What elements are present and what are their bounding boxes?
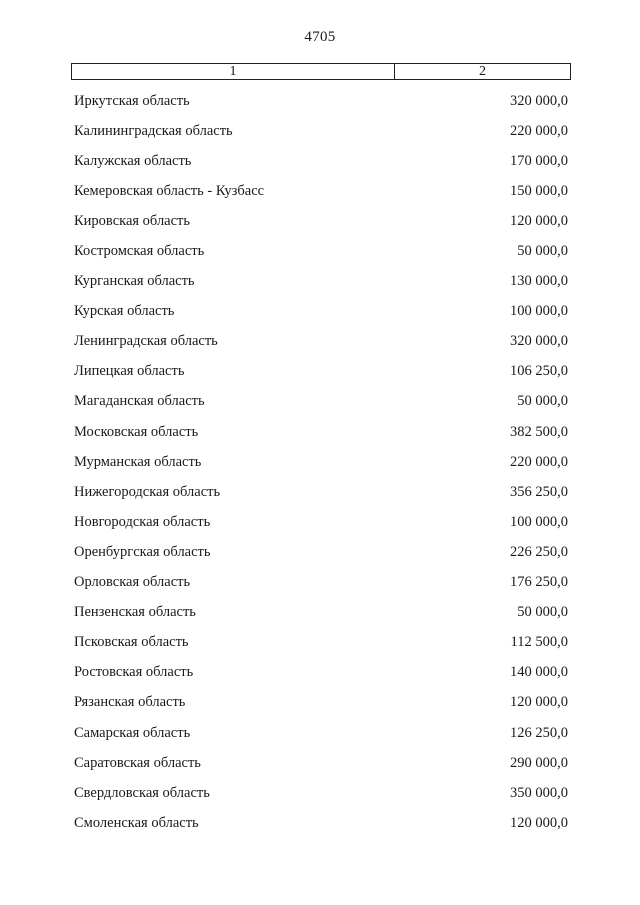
amount-value: 50 000,0 (517, 393, 568, 410)
amount-value: 120 000,0 (510, 212, 568, 229)
region-name: Московская область (74, 423, 199, 440)
page-number: 4705 (304, 29, 336, 45)
region-name: Свердловская область (74, 784, 210, 801)
region-name: Костромская область (74, 243, 205, 260)
amount-value: 126 250,0 (510, 724, 568, 741)
region-name: Ростовская область (74, 664, 194, 681)
table-row (74, 116, 568, 146)
table-row (74, 267, 568, 297)
region-name: Самарская область (74, 724, 191, 741)
region-name: Рязанская область (74, 694, 186, 711)
table-row (74, 206, 568, 236)
amount-value: 140 000,0 (510, 664, 568, 681)
table-row (74, 507, 568, 537)
table-row (74, 146, 568, 176)
amount-value: 112 500,0 (510, 634, 568, 651)
amount-value: 50 000,0 (517, 604, 568, 621)
region-name: Магаданская область (74, 393, 205, 410)
table-header (71, 63, 571, 80)
table-row (74, 327, 568, 357)
region-name: Мурманская область (74, 453, 202, 470)
region-name: Липецкая область (74, 363, 185, 380)
region-name: Калужская область (74, 152, 192, 169)
amount-value: 106 250,0 (510, 363, 568, 380)
table-row (74, 357, 568, 387)
table-row (74, 537, 568, 567)
amount-value: 50 000,0 (517, 243, 568, 260)
amount-value: 100 000,0 (510, 303, 568, 320)
header-column-1: 1 (72, 64, 395, 79)
amount-value: 382 500,0 (510, 423, 568, 440)
region-name: Ленинградская область (74, 333, 218, 350)
region-name: Смоленская область (74, 814, 199, 831)
amount-value: 176 250,0 (510, 574, 568, 591)
amount-value: 356 250,0 (510, 483, 568, 500)
region-name: Иркутская область (74, 92, 190, 109)
table-row (74, 628, 568, 658)
region-name: Оренбургская область (74, 543, 211, 560)
table-row (74, 417, 568, 447)
table-row (74, 778, 568, 808)
amount-value: 226 250,0 (510, 543, 568, 560)
table-row (74, 658, 568, 688)
amount-value: 220 000,0 (510, 122, 568, 139)
region-name: Саратовская область (74, 754, 201, 771)
table-row (74, 748, 568, 778)
region-name: Новгородская область (74, 513, 211, 530)
table-row (74, 718, 568, 748)
amount-value: 290 000,0 (510, 754, 568, 771)
region-name: Калининградская область (74, 122, 233, 139)
amount-value: 120 000,0 (510, 814, 568, 831)
amount-value: 150 000,0 (510, 182, 568, 199)
table-row (74, 236, 568, 266)
table-row (74, 176, 568, 206)
table-row (74, 297, 568, 327)
region-name: Кемеровская область - Кузбасс (74, 182, 265, 199)
header-column-2: 2 (479, 64, 486, 79)
amount-value: 320 000,0 (510, 92, 568, 109)
region-name: Курская область (74, 303, 175, 320)
table-row (74, 688, 568, 718)
table-row (74, 808, 568, 838)
region-name: Кировская область (74, 212, 191, 229)
table-body (74, 86, 568, 838)
amount-value: 220 000,0 (510, 453, 568, 470)
region-name: Орловская область (74, 574, 191, 591)
table-row (74, 477, 568, 507)
table-row (74, 387, 568, 417)
table-row (74, 447, 568, 477)
table-row (74, 568, 568, 598)
region-name: Пензенская область (74, 604, 196, 621)
amount-value: 170 000,0 (510, 152, 568, 169)
amount-value: 120 000,0 (510, 694, 568, 711)
table-row (74, 598, 568, 628)
amount-value: 100 000,0 (510, 513, 568, 530)
table-row (74, 86, 568, 116)
amount-value: 320 000,0 (510, 333, 568, 350)
amount-value: 130 000,0 (510, 273, 568, 290)
region-name: Курганская область (74, 273, 195, 290)
region-name: Псковская область (74, 634, 189, 651)
region-name: Нижегородская область (74, 483, 221, 500)
amount-value: 350 000,0 (510, 784, 568, 801)
